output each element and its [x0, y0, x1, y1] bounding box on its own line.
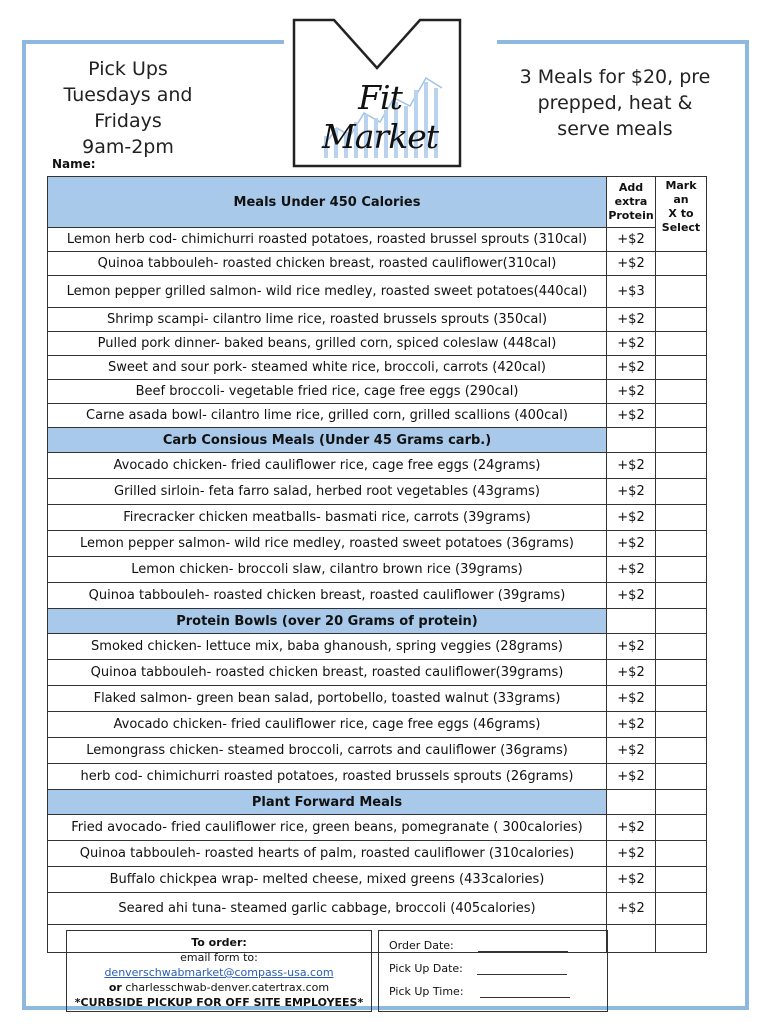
empty-cell — [656, 925, 707, 953]
extra-protein-price: +$2 — [607, 404, 656, 428]
menu-item: Smoked chicken- lettuce mix, baba ghanoush, spring veggies (28grams) — [48, 634, 607, 660]
menu-item: Lemon chicken- broccoli slaw, cilantro brown rice (39grams) — [48, 557, 607, 583]
menu-item: Shrimp scampi- cilantro lime rice, roasted brussels sprouts (350cal) — [48, 308, 607, 332]
order-title: To order: — [191, 936, 247, 949]
extra-protein-price: +$2 — [607, 380, 656, 404]
extra-protein-price: +$2 — [607, 738, 656, 764]
menu-item: Lemon pepper salmon- wild rice medley, roasted sweet potatoes (36grams) — [48, 531, 607, 557]
col-label: X to — [668, 207, 694, 220]
extra-protein-price: +$2 — [607, 660, 656, 686]
menu-item: Lemon pepper grilled salmon- wild rice medley, roasted sweet potatoes(440cal) — [48, 276, 607, 308]
extra-protein-price: +$2 — [607, 867, 656, 893]
empty-cell — [656, 609, 707, 634]
extra-protein-price: +$2 — [607, 893, 656, 925]
order-alt-site: charlesschwab-denver.catertrax.com — [125, 981, 330, 994]
select-cell[interactable] — [656, 557, 707, 583]
select-cell[interactable] — [656, 531, 707, 557]
pickup-line: Pick Ups — [88, 58, 168, 80]
select-cell[interactable] — [656, 380, 707, 404]
select-cell[interactable] — [656, 893, 707, 925]
select-cell[interactable] — [656, 712, 707, 738]
menu-item: Beef broccoli- vegetable fried rice, cage free eggs (290cal) — [48, 380, 607, 404]
frame-border-top-left — [22, 40, 284, 44]
section-header: Protein Bowls (over 20 Grams of protein) — [48, 609, 607, 634]
frame-border-left — [22, 40, 26, 1010]
select-cell[interactable] — [656, 252, 707, 276]
promo-line: prepped, heat & — [537, 92, 693, 114]
menu-item: Flaked salmon- green bean salad, portobello, toasted walnut (33grams) — [48, 686, 607, 712]
select-cell[interactable] — [656, 404, 707, 428]
frame-border-top-right — [497, 40, 749, 44]
menu-item: Pulled pork dinner- baked beans, grilled corn, spiced coleslaw (448cal) — [48, 332, 607, 356]
extra-protein-price: +$2 — [607, 356, 656, 380]
extra-protein-price: +$2 — [607, 453, 656, 479]
extra-protein-price: +$2 — [607, 228, 656, 252]
select-cell[interactable] — [656, 276, 707, 308]
select-cell[interactable] — [656, 356, 707, 380]
frame-border-right — [745, 40, 749, 1010]
pickup-line: 9am-2pm — [82, 136, 174, 158]
select-cell[interactable] — [656, 308, 707, 332]
promo-line: serve meals — [557, 118, 673, 140]
promo-line: 3 Meals for $20, pre — [519, 66, 711, 88]
select-cell[interactable] — [656, 815, 707, 841]
menu-table — [47, 176, 707, 953]
extra-protein-price: +$2 — [607, 764, 656, 790]
section-header: Meals Under 450 Calories — [48, 177, 607, 228]
promo-text — [505, 64, 725, 142]
col-label: Add — [618, 181, 644, 194]
pickup-time-label: Pick Up Time: — [389, 985, 464, 998]
empty-cell — [656, 790, 707, 815]
empty-cell — [607, 609, 656, 634]
col-label: Protein — [608, 209, 654, 222]
extra-protein-price: +$2 — [607, 815, 656, 841]
extra-protein-price: +$2 — [607, 531, 656, 557]
extra-protein-price: +$2 — [607, 308, 656, 332]
menu-item: Lemon herb cod- chimichurri roasted potatoes, roasted brussel sprouts (310cal) — [48, 228, 607, 252]
order-line: email form to: — [180, 951, 258, 964]
select-cell[interactable] — [656, 867, 707, 893]
select-cell[interactable] — [656, 686, 707, 712]
menu-item: Carne asada bowl- cilantro lime rice, grilled corn, grilled scallions (400cal) — [48, 404, 607, 428]
col-label: Mark an — [665, 179, 697, 206]
pickup-time-field[interactable] — [480, 987, 570, 998]
menu-item: Firecracker chicken meatballs- basmati rice, carrots (39grams) — [48, 505, 607, 531]
extra-protein-price: +$2 — [607, 634, 656, 660]
menu-item: herb cod- chimichurri roasted potatoes, roasted brussels sprouts (26grams) — [48, 764, 607, 790]
extra-protein-price: +$2 — [607, 479, 656, 505]
col-label: Select — [661, 221, 701, 234]
menu-item: Quinoa tabbouleh- roasted hearts of palm, roasted cauliflower (310calories) — [48, 841, 607, 867]
extra-protein-price: +$2 — [607, 712, 656, 738]
order-date-label: Order Date: — [389, 939, 454, 952]
menu-item: Seared ahi tuna- steamed garlic cabbage, broccoli (405calories) — [48, 893, 607, 925]
select-cell[interactable] — [656, 479, 707, 505]
curbside-note: *CURBSIDE PICKUP FOR OFF SITE EMPLOYEES* — [74, 996, 364, 1009]
empty-cell — [607, 925, 656, 953]
col-label: extra — [614, 195, 648, 208]
pickup-info — [28, 56, 228, 160]
menu-item: Fried avocado- fried cauliflower rice, green beans, pomegranate ( 300calories) — [48, 815, 607, 841]
pickup-date-label: Pick Up Date: — [389, 962, 463, 975]
order-date-field[interactable] — [478, 941, 568, 952]
order-email-link[interactable]: denverschwabmarket@compass-usa.com — [104, 966, 334, 979]
select-cell[interactable] — [656, 505, 707, 531]
select-cell[interactable] — [656, 764, 707, 790]
section-header: Carb Consious Meals (Under 45 Grams carb.) — [48, 428, 607, 453]
protein-column-header — [607, 177, 656, 228]
menu-item: Quinoa tabbouleh- roasted chicken breast, roasted cauliflower (39grams) — [48, 583, 607, 609]
menu-item: Sweet and sour pork- steamed white rice, broccoli, carrots (420cal) — [48, 356, 607, 380]
select-cell[interactable] — [656, 583, 707, 609]
order-or: or — [108, 981, 122, 994]
select-cell[interactable] — [656, 634, 707, 660]
extra-protein-price: +$2 — [607, 505, 656, 531]
extra-protein-price: +$2 — [607, 332, 656, 356]
select-cell[interactable] — [656, 453, 707, 479]
empty-cell — [656, 428, 707, 453]
menu-item: Quinoa tabbouleh- roasted chicken breast, roasted cauliflower(39grams) — [48, 660, 607, 686]
select-cell[interactable] — [656, 660, 707, 686]
pickup-date-field[interactable] — [477, 964, 567, 975]
empty-cell — [607, 790, 656, 815]
select-cell[interactable] — [656, 841, 707, 867]
menu-item: Lemongrass chicken- steamed broccoli, carrots and cauliflower (36grams) — [48, 738, 607, 764]
order-instructions — [66, 930, 372, 1012]
logo-wordmark: Fit Market — [321, 78, 439, 156]
select-cell[interactable] — [656, 738, 707, 764]
pickup-line: Tuesdays and Fridays — [63, 84, 193, 132]
select-cell[interactable] — [656, 332, 707, 356]
empty-cell — [607, 428, 656, 453]
menu-item: Grilled sirloin- feta farro salad, herbed root vegetables (43grams) — [48, 479, 607, 505]
mark-column-header — [656, 177, 707, 252]
menu-item: Quinoa tabbouleh- roasted chicken breast, roasted cauliflower(310cal) — [48, 252, 607, 276]
section-header: Plant Forward Meals — [48, 790, 607, 815]
dates-box — [378, 930, 608, 1012]
extra-protein-price: +$2 — [607, 686, 656, 712]
name-label: Name: — [52, 157, 96, 171]
extra-protein-price: +$2 — [607, 841, 656, 867]
extra-protein-price: +$3 — [607, 276, 656, 308]
extra-protein-price: +$2 — [607, 583, 656, 609]
extra-protein-price: +$2 — [607, 252, 656, 276]
menu-item: Avocado chicken- fried cauliflower rice, cage free eggs (46grams) — [48, 712, 607, 738]
menu-item: Avocado chicken- fried cauliflower rice, cage free eggs (24grams) — [48, 453, 607, 479]
extra-protein-price: +$2 — [607, 557, 656, 583]
menu-item: Buffalo chickpea wrap- melted cheese, mixed greens (433calories) — [48, 867, 607, 893]
